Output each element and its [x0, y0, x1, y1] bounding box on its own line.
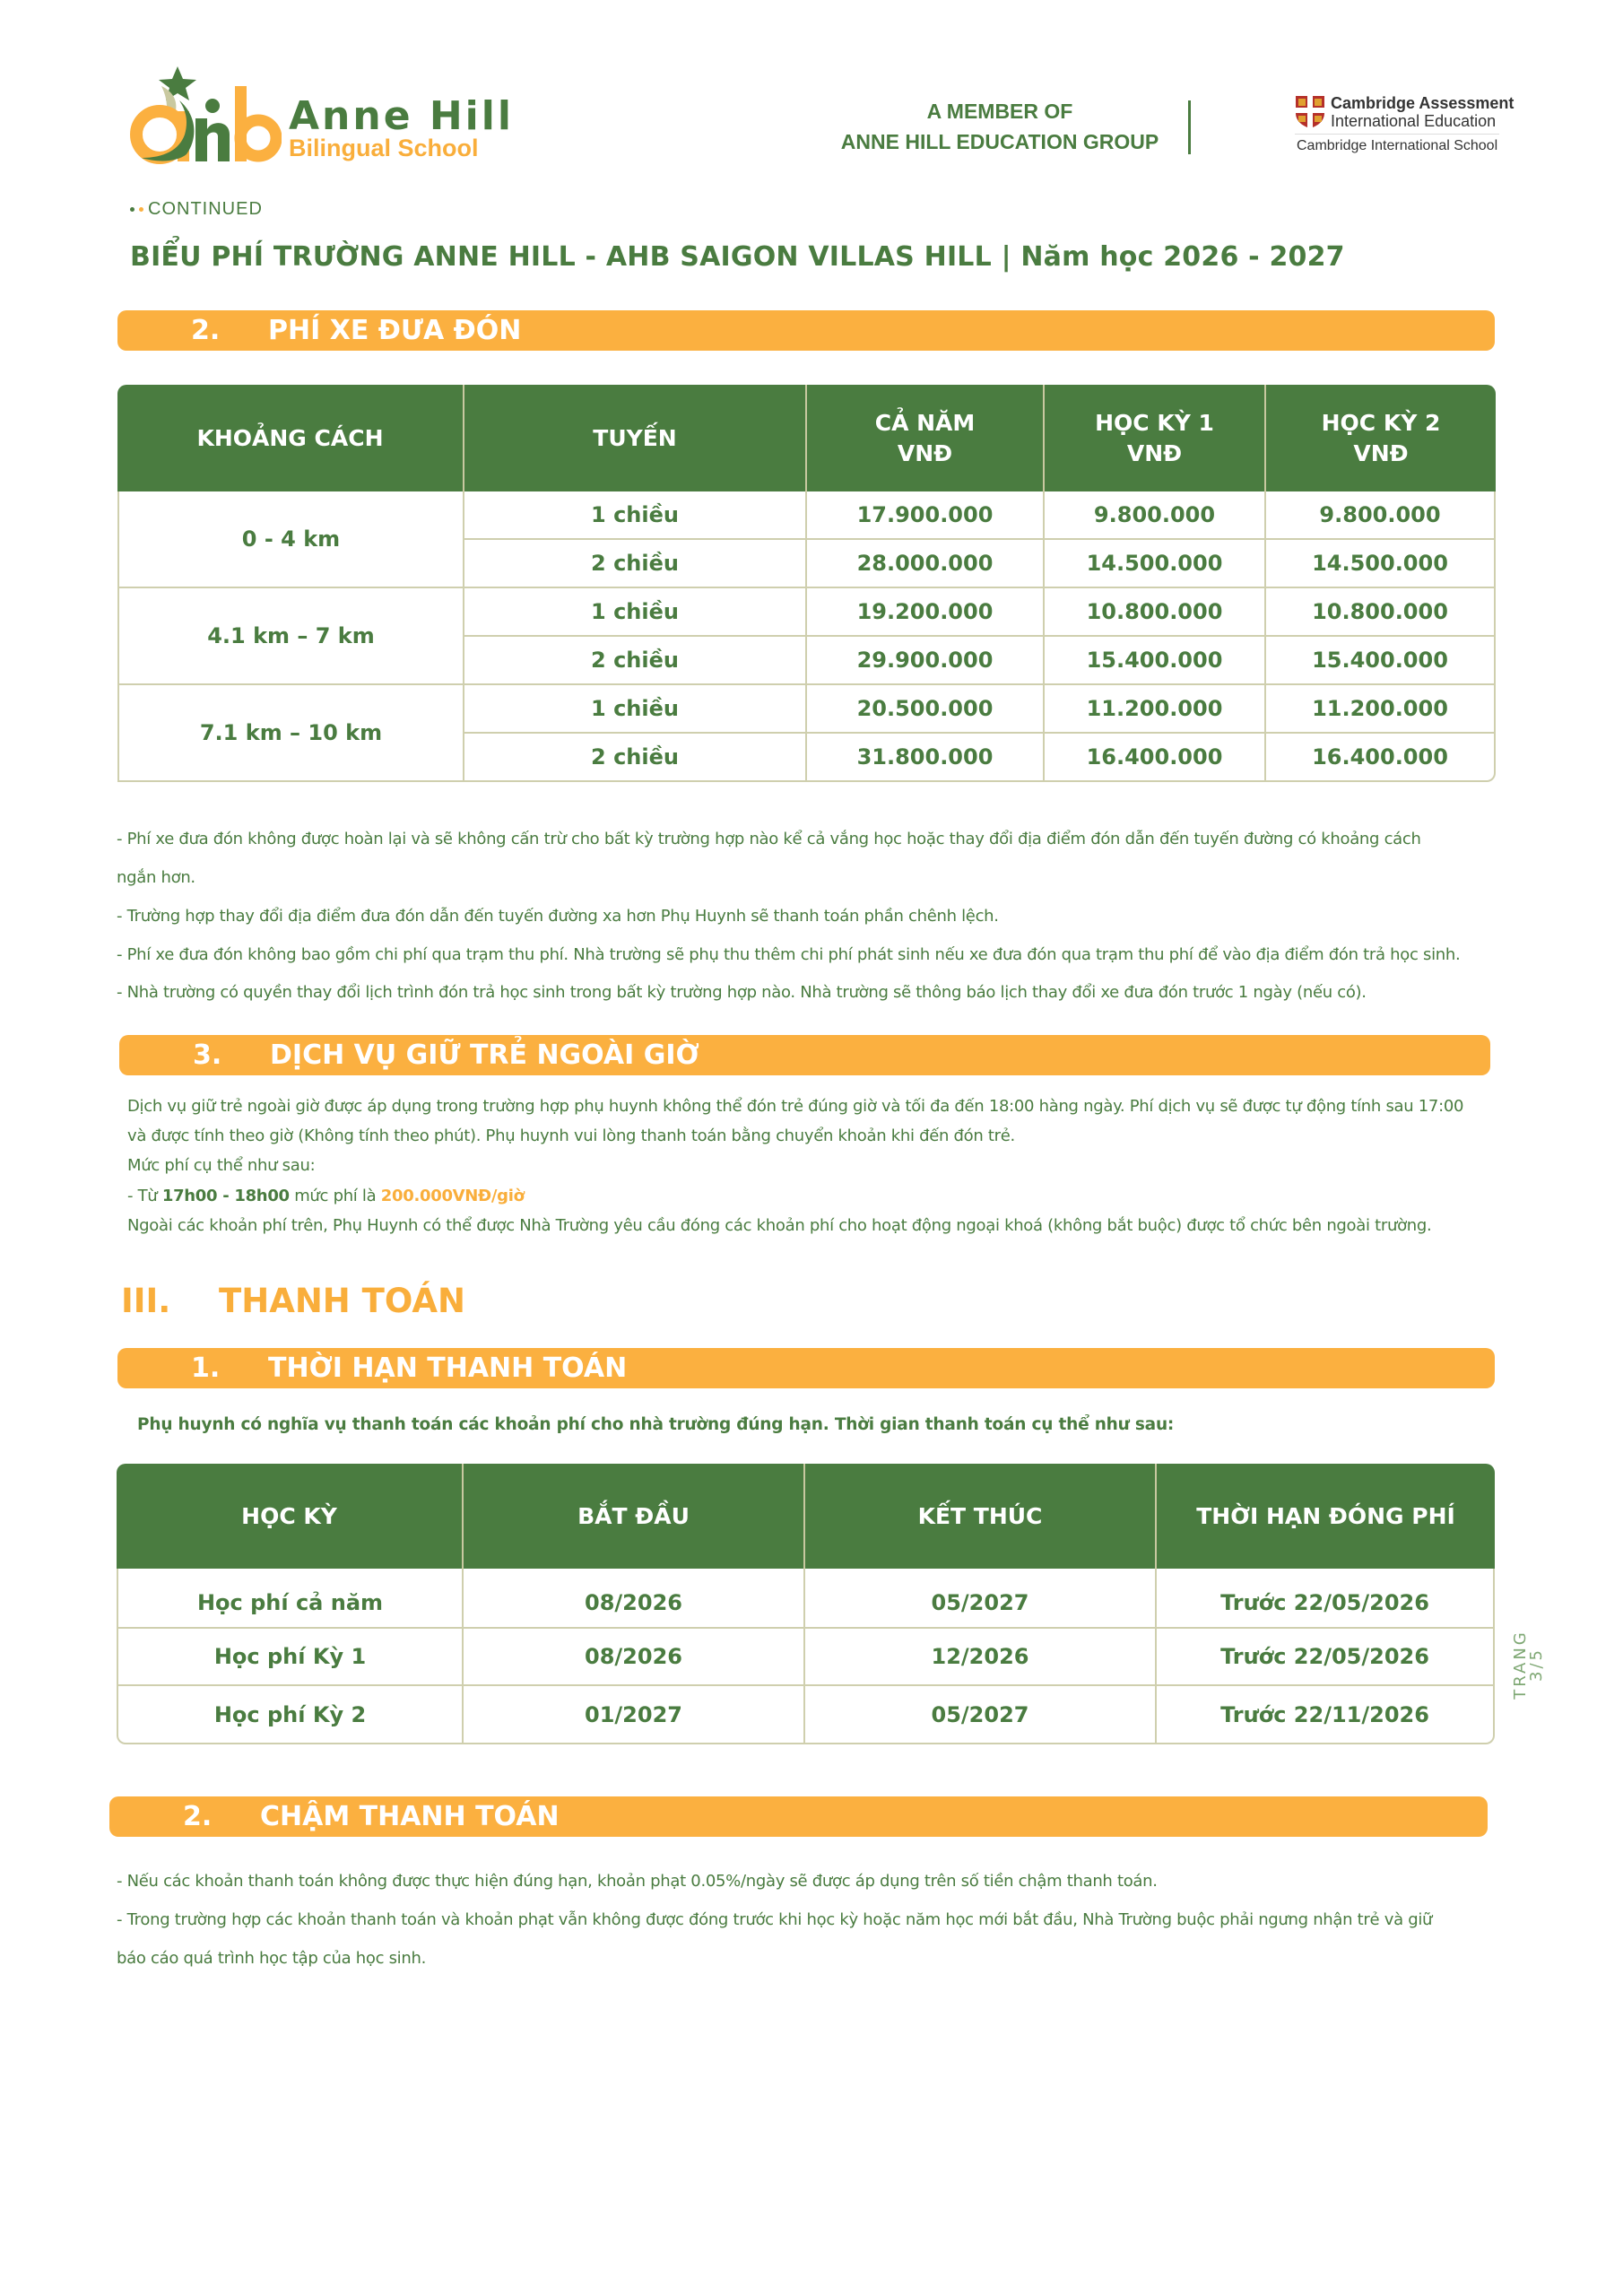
afterschool-text: và được tính theo giờ (Không tính theo phút). Phụ huynh vui lòng thanh toán bằng chuyển khoản khi đến đón trẻ. — [127, 1126, 1015, 1145]
route-cell: 2 chiều — [464, 637, 807, 685]
end-cell: 05/2027 — [805, 1569, 1157, 1629]
section-title: DỊCH VỤ GIỮ TRẺ NGOÀI GIỜ — [270, 1039, 699, 1071]
page-number: TRANG 3/5 — [1511, 1630, 1546, 1700]
member-line-2: ANNE HILL EDUCATION GROUP — [840, 130, 1159, 153]
term1-fee-cell: 14.500.000 — [1045, 540, 1266, 588]
table-header-row — [117, 1464, 1495, 1569]
table-header-row — [117, 385, 1496, 491]
distance-cell: 7.1 km – 10 km — [117, 685, 464, 782]
route-cell: 2 chiều — [464, 734, 807, 782]
transport-note: - Phí xe đưa đón không được hoàn lại và sẽ không cấn trừ cho bất kỳ trường hợp nào kể cả vắng học hoặc thay đổi địa điểm đón dẫn đến tuyến đường có khoảng cách — [117, 830, 1421, 848]
year-fee-cell: 20.500.000 — [807, 685, 1045, 734]
section-bar-transport — [117, 310, 1495, 351]
end-cell: 05/2027 — [805, 1686, 1157, 1744]
continued-label: CONTINUED — [148, 199, 263, 219]
payment-deadline-table — [117, 1464, 1495, 1744]
col-header-start: BẮT ĐẦU — [464, 1464, 805, 1569]
term-cell: Học phí Kỳ 1 — [117, 1629, 464, 1686]
cambridge-line-2: International Education — [1331, 112, 1497, 130]
transport-note: - Nhà trường có quyền thay đổi lịch trình đón trả học sinh trong bất kỳ trường hợp nào. Nhà trường sẽ thông báo lịch thay đổi xe đưa đón trước 1 ngày (nếu có). — [117, 983, 1367, 1002]
route-cell: 1 chiều — [464, 685, 807, 734]
afterschool-text: Ngoài các khoản phí trên, Phụ Huynh có thể được Nhà Trường yêu cầu đóng các khoản phí cho hoạt động ngoại khoá (không bắt buộc) được tổ chức bên ngoài trường. — [127, 1216, 1432, 1235]
col-header-distance: KHOẢNG CÁCH — [117, 385, 464, 491]
col-header-route: TUYẾN — [464, 385, 807, 491]
col-header-end: KẾT THÚC — [805, 1464, 1157, 1569]
section-number: 2. — [183, 1801, 213, 1832]
transport-note: ngắn hơn. — [117, 868, 195, 887]
term1-fee-cell: 9.800.000 — [1045, 491, 1266, 540]
year-fee-cell: 17.900.000 — [807, 491, 1045, 540]
rate-price: 200.000VNĐ/giờ — [380, 1187, 525, 1205]
end-cell: 12/2026 — [805, 1629, 1157, 1686]
section-bar-late-payment — [109, 1796, 1488, 1837]
term-cell: Học phí Kỳ 2 — [117, 1686, 464, 1744]
section-bar-deadline — [117, 1348, 1495, 1388]
start-cell: 01/2027 — [464, 1686, 805, 1744]
continued-marker — [130, 200, 263, 218]
logo-subtitle: Bilingual School — [289, 135, 479, 161]
due-cell: Trước 22/11/2026 — [1157, 1686, 1495, 1744]
afterschool-text: Dịch vụ giữ trẻ ngoài giờ được áp dụng trong trường hợp phụ huynh không thể đón trẻ đúng giờ và tối đa đến 18:00 hàng ngày. Phí dịch vụ sẽ được tự động tính sau 17:00 — [127, 1097, 1464, 1116]
section-bar-afterschool — [119, 1035, 1490, 1075]
rate-time: 17h00 - 18h00 — [161, 1187, 290, 1205]
late-payment-note: báo cáo quá trình học tập của học sinh. — [117, 1949, 427, 1968]
table-row — [117, 1629, 1495, 1686]
term2-fee-cell: 11.200.000 — [1266, 685, 1496, 734]
col-header-year: CẢ NĂM VNĐ — [807, 385, 1045, 491]
cambridge-shield-icon — [1295, 95, 1325, 129]
distance-cell: 0 - 4 km — [117, 491, 464, 588]
transport-note: - Trường hợp thay đổi địa điểm đưa đón dẫn đến tuyến đường xa hơn Phụ Huynh sẽ thanh toán phần chênh lệch. — [117, 907, 999, 926]
col-header-term: HỌC KỲ — [117, 1464, 464, 1569]
route-cell: 1 chiều — [464, 588, 807, 637]
afterschool-rate: - Từ 17h00 - 18h00 mức phí là 200.000VNĐ/giờ — [127, 1187, 525, 1205]
cambridge-rule — [1295, 134, 1499, 135]
afterschool-text: Mức phí cụ thể như sau: — [127, 1156, 316, 1175]
term2-fee-cell: 9.800.000 — [1266, 491, 1496, 540]
cambridge-line-3: Cambridge International School — [1297, 138, 1498, 153]
term1-fee-cell: 16.400.000 — [1045, 734, 1266, 782]
term-cell: Học phí cả năm — [117, 1569, 464, 1629]
year-fee-cell: 19.200.000 — [807, 588, 1045, 637]
transport-note: - Phí xe đưa đón không bao gồm chi phí qua trạm thu phí. Nhà trường sẽ phụ thu thêm chi phí phát sinh nếu xe đưa đón qua trạm thu phí để vào địa điểm đón trả học sinh. — [117, 945, 1461, 964]
green-dot-icon — [130, 207, 135, 212]
table-row — [117, 491, 1496, 540]
transport-fee-table — [117, 385, 1496, 782]
table-row — [117, 685, 1496, 734]
logo-name: Anne Hill — [289, 93, 514, 139]
year-fee-cell: 29.900.000 — [807, 637, 1045, 685]
late-payment-note: - Trong trường hợp các khoản thanh toán và khoản phạt vẫn không được đóng trước khi học kỳ hoặc năm học mới bắt đầu, Nhà Trường buộc phải ngưng nhận trẻ và giữ — [117, 1910, 1433, 1929]
payment-roman-numeral: III. — [121, 1282, 171, 1320]
school-logo-mark — [124, 65, 282, 165]
term2-fee-cell: 10.800.000 — [1266, 588, 1496, 637]
due-cell: Trước 22/05/2026 — [1157, 1569, 1495, 1629]
orange-dot-icon — [139, 207, 143, 212]
route-cell: 1 chiều — [464, 491, 807, 540]
page-title: BIỂU PHÍ TRƯỜNG ANNE HILL - AHB SAIGON VILLAS HILL | Năm học 2026 - 2027 — [130, 241, 1345, 273]
year-fee-cell: 28.000.000 — [807, 540, 1045, 588]
term2-fee-cell: 15.400.000 — [1266, 637, 1496, 685]
term1-fee-cell: 10.800.000 — [1045, 588, 1266, 637]
section-number: 3. — [193, 1039, 222, 1071]
section-number: 1. — [191, 1352, 221, 1384]
deadline-intro: Phụ huynh có nghĩa vụ thanh toán các khoản phí cho nhà trường đúng hạn. Thời gian thanh toán cụ thể như sau: — [137, 1415, 1175, 1434]
distance-cell: 4.1 km – 7 km — [117, 588, 464, 685]
table-row — [117, 1569, 1495, 1629]
term2-fee-cell: 16.400.000 — [1266, 734, 1496, 782]
table-row — [117, 1686, 1495, 1744]
start-cell: 08/2026 — [464, 1629, 805, 1686]
term2-fee-cell: 14.500.000 — [1266, 540, 1496, 588]
term1-fee-cell: 15.400.000 — [1045, 637, 1266, 685]
start-cell: 08/2026 — [464, 1569, 805, 1629]
due-cell: Trước 22/05/2026 — [1157, 1629, 1495, 1686]
col-header-term1: HỌC KỲ 1 VNĐ — [1045, 385, 1266, 491]
member-line-1: A MEMBER OF — [926, 100, 1073, 123]
route-cell: 2 chiều — [464, 540, 807, 588]
cambridge-line-1: Cambridge Assessment — [1331, 94, 1515, 112]
section-title: THỜI HẠN THANH TOÁN — [268, 1352, 628, 1384]
year-fee-cell: 31.800.000 — [807, 734, 1045, 782]
table-row — [117, 588, 1496, 637]
header-divider — [1188, 100, 1191, 154]
col-header-due: THỜI HẠN ĐÓNG PHÍ — [1157, 1464, 1495, 1569]
payment-heading: THANH TOÁN — [219, 1282, 465, 1320]
section-title: PHÍ XE ĐƯA ĐÓN — [268, 315, 522, 346]
term1-fee-cell: 11.200.000 — [1045, 685, 1266, 734]
section-number: 2. — [191, 315, 221, 346]
late-payment-note: - Nếu các khoản thanh toán không được thực hiện đúng hạn, khoản phạt 0.05%/ngày sẽ được áp dụng trên số tiền chậm thanh toán. — [117, 1872, 1158, 1891]
section-title: CHẬM THANH TOÁN — [260, 1801, 560, 1832]
col-header-term2: HỌC KỲ 2 VNĐ — [1266, 385, 1496, 491]
